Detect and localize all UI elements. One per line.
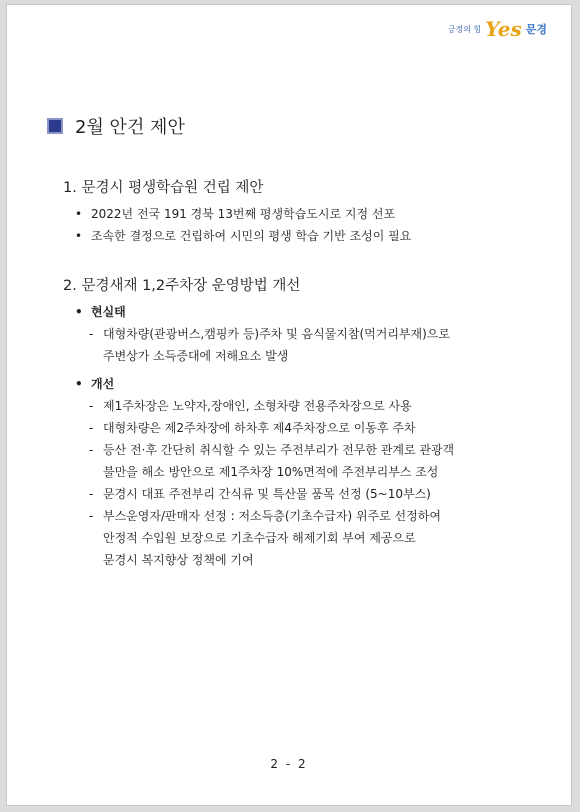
sub-heading-improvement: • 개선 [69, 373, 531, 395]
square-bullet-icon [47, 118, 63, 134]
logo-city-name: 문경 [525, 23, 547, 36]
logo-yes-text: Yes [485, 17, 522, 41]
logo-slogan: 긍정의 힘 [447, 24, 482, 34]
improvement-line-3-cont: 불만을 해소 방안으로 제1주차장 10%면적에 주전부리부스 조성 [103, 465, 439, 479]
section-title-text: 2월 안건 제안 [75, 117, 185, 138]
document-content [63, 177, 531, 571]
current-line-1: - 대형차량(관광버스,캠핑카 등)주차 및 음식물지참(먹거리부재)으로 [89, 323, 531, 345]
document-page [6, 4, 572, 806]
city-logo [448, 19, 547, 39]
section-title [47, 113, 185, 139]
improvement-line-5-cont: 안정적 수입원 보장으로 기초수급자 해제기회 부여 제공으로 [103, 531, 416, 545]
sub-heading-current: • 현실태 [69, 301, 531, 323]
item-1-bullet-2: • 조속한 결정으로 건립하여 시민의 평생 학습 기반 조성이 필요 [69, 225, 531, 247]
improvement-line-4: - 문경시 대표 주전부리 간식류 및 특산물 품목 선정 (5~10부스) [89, 483, 531, 505]
item-1-bullet-1: • 2022년 전국 191 경북 13번째 평생학습도시로 지정 선포 [69, 203, 531, 225]
item-heading-2: 2. 문경새재 1,2주차장 운영방법 개선 [63, 278, 301, 294]
item-heading-1: 1. 문경시 평생학습원 건립 제안 [63, 180, 264, 196]
logo-yes [485, 19, 522, 39]
improvement-line-3: - 등산 전·후 간단히 취식할 수 있는 주전부리가 전무한 관계로 관광객 [89, 439, 531, 461]
current-line-2: 주변상가 소득증대에 저해요소 발생 [103, 349, 289, 363]
page-number: 2 - 2 [270, 757, 308, 771]
improvement-line-2: - 대형차량은 제2주차장에 하차후 제4주차장으로 이동후 주차 [89, 417, 531, 439]
spacer [63, 247, 531, 269]
improvement-line-1: - 제1주차장은 노약자,장애인, 소형차량 전용주차장으로 사용 [89, 395, 531, 417]
improvement-line-5: - 부스운영자/판매자 선정 : 저소득층(기초수급자) 위주로 선정하여 [89, 505, 531, 527]
improvement-line-5-cont2: 문경시 복지향상 정책에 기여 [103, 553, 254, 567]
